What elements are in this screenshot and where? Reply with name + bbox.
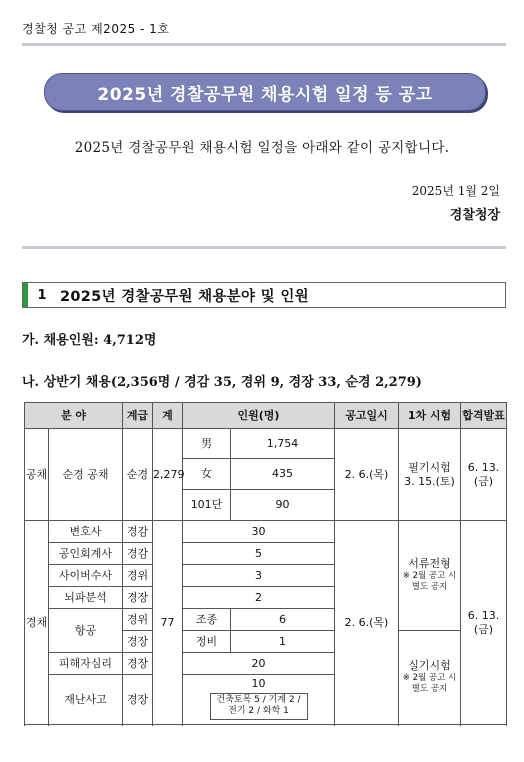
issue-date: 2025년 1월 2일 [411, 184, 500, 198]
rank-cell: 경감 [123, 521, 153, 543]
exam-type: 실기시험 [408, 659, 451, 673]
notice-number: 경찰청 공고 제2025 - 1호 [22, 22, 170, 36]
field-cell: 뇌파분석 [49, 587, 123, 609]
field-cell: 피해자심리 [49, 653, 123, 675]
table-row [25, 429, 507, 459]
notice-date-cell: 2. 6.(목) [335, 429, 399, 521]
count-cell: 5 [183, 543, 335, 565]
exam-note: 별도 공지 [411, 582, 448, 593]
result-cell: 6. 13.(금) [461, 429, 507, 521]
total-cell: 2,279 [153, 429, 183, 521]
count-cell: 90 [231, 490, 335, 521]
first-half-recruitment: 나. 상반기 채용(2,356명 / 경감 35, 경위 9, 경장 33, 순경 2,279) [22, 375, 422, 390]
rank-cell: 경장 [123, 587, 153, 609]
rank-cell: 경장 [123, 675, 153, 725]
result-cell: 6. 13.(금) [461, 521, 507, 725]
header-field: 분 야 [25, 403, 123, 429]
issuer: 경찰청장 [449, 208, 500, 223]
exam-date: 3. 15.(토) [404, 474, 455, 488]
rank-cell: 경장 [123, 631, 153, 653]
field-cell: 공인회계사 [49, 543, 123, 565]
field-cell: 순경 공채 [49, 429, 123, 521]
count-cell [183, 675, 335, 725]
unit-label: 101단 [183, 490, 231, 521]
exam-cell [399, 631, 461, 725]
document-title: 2025년 경찰공무원 채용시험 일정 등 공고 [44, 73, 486, 111]
rank-cell: 경장 [123, 653, 153, 675]
disaster-detail-line: 건축토목 5 / 기계 2 / [216, 694, 301, 705]
section-title: 2025년 경찰공무원 채용분야 및 인원 [60, 288, 309, 305]
count-cell: 2 [183, 587, 335, 609]
recruitment-table [24, 402, 507, 725]
table-row [25, 521, 507, 543]
field-cell: 변호사 [49, 521, 123, 543]
total-recruitment: 가. 채용인원: 4,712명 [22, 333, 157, 348]
count-cell: 30 [183, 521, 335, 543]
count-cell: 435 [231, 459, 335, 490]
section-number: 1 [23, 283, 56, 307]
middle-divider [22, 246, 506, 249]
exam-type: 필기시험 [408, 460, 451, 474]
gender-label: 男 [183, 429, 231, 459]
category-gyeongchae: 경채 [25, 521, 49, 725]
header-rank: 계급 [123, 403, 153, 429]
gender-label: 女 [183, 459, 231, 490]
top-divider [22, 43, 506, 46]
field-cell: 재난사고 [49, 675, 123, 725]
disaster-detail [210, 693, 308, 720]
rank-cell: 경감 [123, 543, 153, 565]
table-header-row [25, 403, 507, 429]
field-cell: 항공 [49, 609, 123, 653]
exam-cell [399, 521, 461, 631]
disaster-detail-line: 전기 2 / 화학 1 [228, 706, 289, 717]
rank-cell: 순경 [123, 429, 153, 521]
header-notice-date: 공고일시 [335, 403, 399, 429]
sub-field-cell: 정비 [183, 631, 231, 653]
notice-date-cell: 2. 6.(목) [335, 521, 399, 725]
section-header [22, 282, 506, 308]
total-cell: 77 [153, 521, 183, 725]
count-cell: 1,754 [231, 429, 335, 459]
header-total: 계 [153, 403, 183, 429]
header-first-exam: 1차 시험 [399, 403, 461, 429]
exam-note: ※ 2월 공고 시 [402, 672, 457, 683]
header-result: 합격발표 [461, 403, 507, 429]
field-cell: 사이버수사 [49, 565, 123, 587]
count-cell: 1 [231, 631, 335, 653]
exam-type: 서류전형 [408, 557, 451, 571]
exam-cell [399, 429, 461, 521]
category-gongchae: 공채 [25, 429, 49, 521]
count-cell: 3 [183, 565, 335, 587]
intro-text: 2025년 경찰공무원 채용시험 일정을 아래와 같이 공지합니다. [74, 140, 450, 156]
exam-note: ※ 2월 공고 시 [402, 570, 457, 581]
disaster-count: 10 [251, 676, 266, 690]
count-cell: 20 [183, 653, 335, 675]
rank-cell: 경위 [123, 609, 153, 631]
rank-cell: 경위 [123, 565, 153, 587]
sub-field-cell: 조종 [183, 609, 231, 631]
header-personnel: 인원(명) [183, 403, 335, 429]
exam-note: 별도 공지 [411, 684, 448, 695]
count-cell: 6 [231, 609, 335, 631]
